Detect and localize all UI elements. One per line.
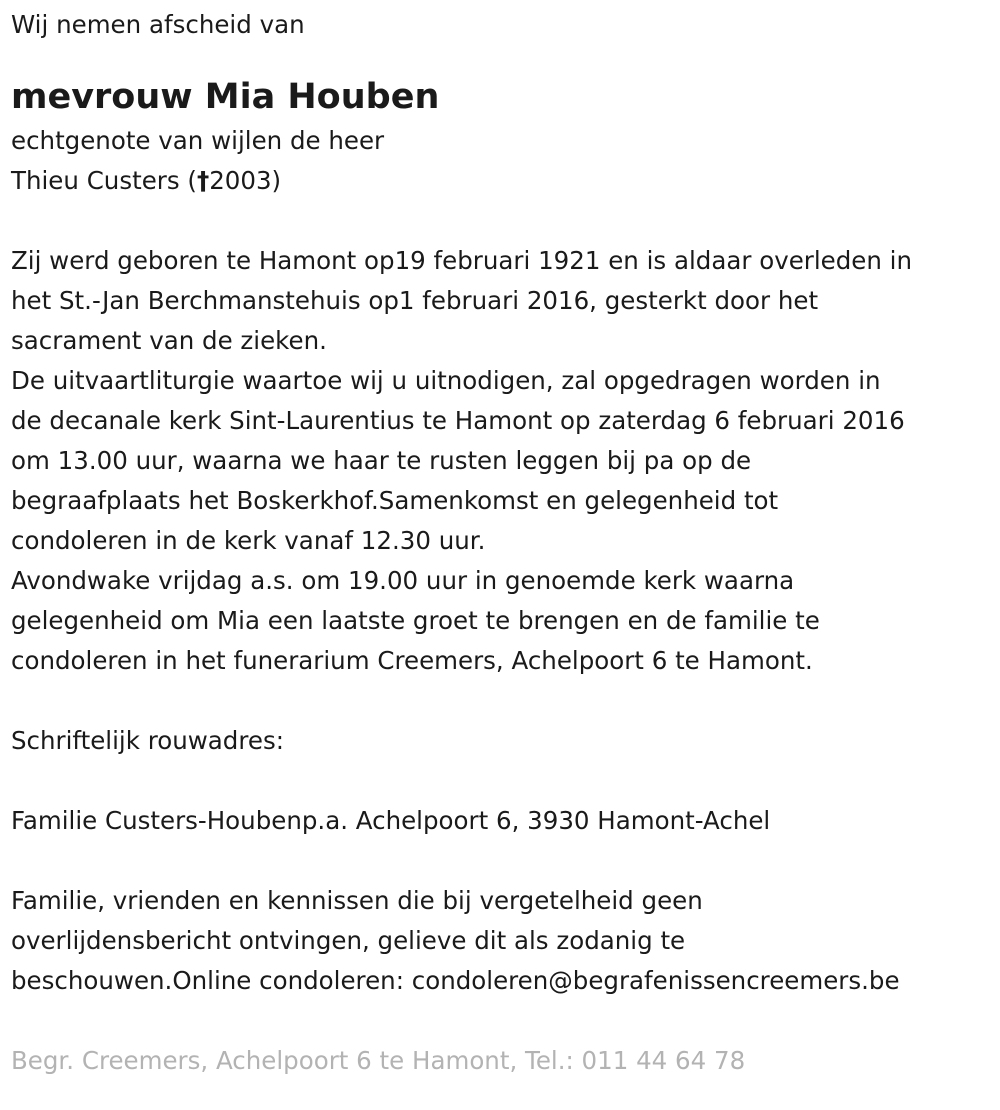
paragraph-line: Zij werd geboren te Hamont op19 februari 1921 en is aldaar overleden in [11,246,913,275]
wake-paragraph [11,561,1000,681]
deceased-name: mevrouw Mia Houben [11,77,440,117]
funeral-home-footer: Begr. Creemers, Achelpoort 6 te Hamont, Tel.: 011 44 64 78 [11,1046,746,1075]
paragraph-line: condoleren in de kerk vanaf 12.30 uur. [11,526,486,555]
mourning-address-label: Schriftelijk rouwadres: [11,726,284,755]
spacer [11,761,1000,801]
notice-paragraph [11,881,1000,1001]
paragraph-line: De uitvaartliturgie waartoe wij u uitnodigen, zal opgedragen worden in [11,366,881,395]
birth-death-paragraph [11,241,1000,361]
spacer [11,201,1000,241]
spacer [11,681,1000,721]
paragraph-line: Avondwake vrijdag a.s. om 19.00 uur in genoemde kerk waarna [11,566,795,595]
spacer [11,1001,1000,1041]
paragraph-line: gelegenheid om Mia een laatste groet te brengen en de familie te [11,606,820,635]
spouse-death-year: 2003) [209,166,282,195]
paragraph-line: beschouwen.Online condoleren: condoleren@begrafenissencreemers.be [11,966,900,995]
paragraph-line: de decanale kerk Sint-Laurentius te Hamont op zaterdag 6 februari 2016 [11,406,905,435]
paragraph-line: sacrament van de zieken. [11,326,327,355]
spouse-name: Thieu Custers ( [11,166,197,195]
paragraph-line: het St.-Jan Berchmanstehuis op1 februari 2016, gesterkt door het [11,286,819,315]
spacer [11,841,1000,881]
funeral-paragraph [11,361,1000,561]
spouse-line-1: echtgenote van wijlen de heer [11,126,385,155]
paragraph-line: om 13.00 uur, waarna we haar te rusten leggen bij pa op de [11,446,752,475]
spouse-line-2 [11,161,1000,201]
paragraph-line: overlijdensbericht ontvingen, gelieve dit als zodanig te [11,926,686,955]
paragraph-line: condoleren in het funerarium Creemers, Achelpoort 6 te Hamont. [11,646,813,675]
paragraph-line: Familie, vrienden en kennissen die bij vergetelheid geen [11,886,703,915]
paragraph-line: begraafplaats het Boskerkhof.Samenkomst en gelegenheid tot [11,486,779,515]
mourning-address: Familie Custers-Houbenp.a. Achelpoort 6, 3930 Hamont-Achel [11,806,771,835]
intro-text: Wij nemen afscheid van [11,10,305,39]
cross-icon: † [196,166,210,195]
